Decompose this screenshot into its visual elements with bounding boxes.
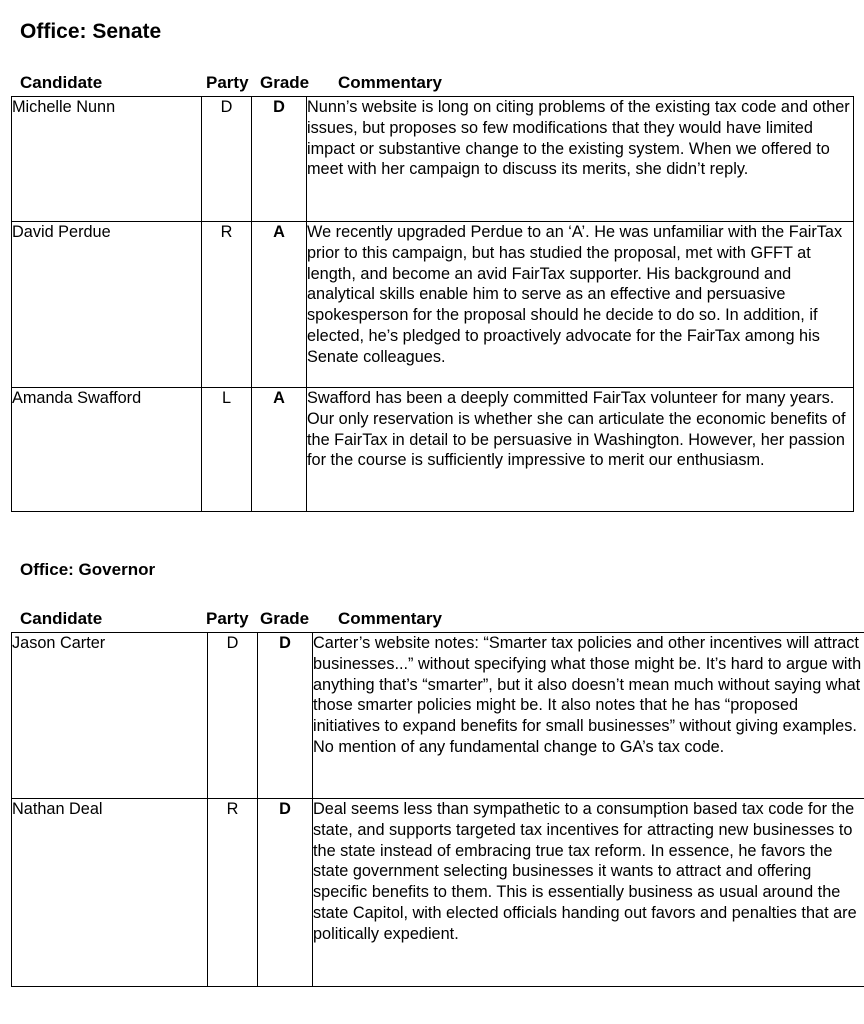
commentary-cell: [313, 799, 864, 987]
party-cell: D: [202, 97, 252, 222]
candidate-name: Jason Carter: [12, 633, 208, 799]
table-row: [12, 799, 864, 987]
candidate-name: Michelle Nunn: [12, 97, 202, 222]
table-row: [12, 388, 854, 512]
commentary-text: Carter’s website notes: “Smarter tax policies and other incentives will attract businesses...” without specifying what those might be. It’s hard to argue with anything that’s “smarter”, but it also doesn’t mean much without saying what those smarter policies might be. It also notes that he has “proposed initiatives to expand benefits for small businesses” without giving examples. No mention of any fundamental change to GA’s tax code.: [313, 634, 862, 756]
grade-cell: D: [258, 799, 313, 987]
candidate-name: David Perdue: [12, 222, 202, 388]
grade-cell: D: [252, 97, 307, 222]
party-cell: D: [208, 633, 258, 799]
commentary-cell: [307, 388, 854, 512]
governor-table: [11, 632, 864, 987]
commentary-text: Deal seems less than sympathetic to a consumption based tax code for the state, and supports targeted tax incentives for attracting new businesses to the state instead of embracing true tax reform. In essence, he favors the state government selecting businesses it wants to attract and offering specific benefits to them. This is essentially business as usual around the state Capitol, with elected officials handing out favors and penalties that are politically expedient.: [313, 800, 857, 943]
table-row: [12, 97, 854, 222]
governor-header-commentary: Commentary: [338, 609, 442, 628]
commentary-text: Swafford has been a deeply committed FairTax volunteer for many years. Our only reservation is whether she can articulate the economic benefits of the FairTax in detail to be persuasive in Washington. However, her passion for the course is sufficiently impressive to merit our enthusiasm.: [307, 389, 846, 470]
party-cell: R: [208, 799, 258, 987]
governor-header-party: Party: [206, 609, 249, 628]
senate-header-grade: Grade: [260, 73, 310, 92]
senate-header-party: Party: [206, 73, 249, 92]
commentary-cell: [313, 633, 864, 799]
grade-cell: D: [258, 633, 313, 799]
senate-section-title: Office: Senate: [20, 20, 162, 43]
table-row: [12, 633, 864, 799]
candidate-name: Nathan Deal: [12, 799, 208, 987]
table-row: [12, 222, 854, 388]
governor-section-title: Office: Governor: [20, 560, 156, 579]
party-cell: R: [202, 222, 252, 388]
governor-header-candidate: Candidate: [20, 609, 103, 628]
commentary-text: We recently upgraded Perdue to an ‘A’. He was unfamiliar with the FairTax prior to this campaign, but has studied the proposal, met with GFFT at length, and become an avid FairTax supporter. His background and analytical skills enable him to serve as an effective and persuasive spokesperson for the proposal should he decide to do so. In addition, if elected, he’s pledged to proactively advocate for the FairTax among his Senate colleagues.: [307, 223, 843, 366]
governor-header-grade: Grade: [260, 609, 310, 628]
senate-header-commentary: Commentary: [338, 73, 442, 92]
grade-cell: A: [252, 388, 307, 512]
senate-header-candidate: Candidate: [20, 73, 103, 92]
party-cell: L: [202, 388, 252, 512]
grade-cell: A: [252, 222, 307, 388]
senate-table: [11, 96, 854, 512]
commentary-text: Nunn’s website is long on citing problems of the existing tax code and other issues, but proposes so few modifications that they would have limited impact or substantive change to the existing system. When we offered to meet with her campaign to discuss its merits, she didn’t reply.: [307, 98, 850, 179]
commentary-cell: [307, 222, 854, 388]
commentary-cell: [307, 97, 854, 222]
candidate-name: Amanda Swafford: [12, 388, 202, 512]
